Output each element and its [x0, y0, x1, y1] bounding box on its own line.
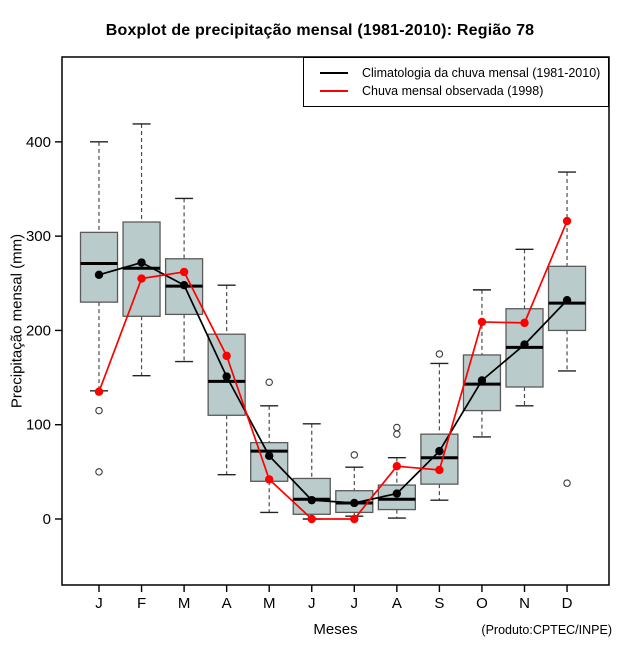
x-tick-label: J — [95, 595, 103, 612]
outlier-point — [266, 379, 272, 385]
outlier-point — [96, 469, 102, 475]
x-tick-label: M — [262, 595, 276, 612]
x-tick-label: F — [136, 595, 147, 612]
observed-point — [478, 318, 486, 326]
observed-point — [563, 217, 571, 225]
outlier-point — [394, 431, 400, 437]
y-tick-label: 0 — [42, 511, 51, 528]
climatology-point — [137, 258, 145, 266]
climatology-point — [308, 496, 316, 504]
outlier-point — [96, 407, 102, 413]
observed-point — [137, 274, 145, 282]
observed-point — [222, 352, 230, 360]
legend-entry-climatologia — [320, 67, 608, 80]
legend-line-black — [320, 72, 348, 74]
y-tick-label: 300 — [25, 228, 51, 246]
legend-label-observada: Chuva mensal observada (1998) — [362, 84, 544, 98]
observed-point — [265, 475, 273, 483]
chart-title: Boxplot de precipitação mensal (1981-2010): Região 78 — [105, 22, 535, 39]
climatology-point — [95, 271, 103, 279]
x-tick-label: A — [221, 595, 232, 612]
x-tick-label: D — [561, 595, 573, 612]
legend-line-red — [320, 90, 348, 92]
climatology-point — [563, 296, 571, 304]
y-axis-title: Precipitação mensal (mm) — [8, 233, 26, 409]
x-tick-label: O — [476, 595, 488, 612]
climatology-point — [350, 499, 358, 507]
x-tick-label: J — [350, 595, 359, 612]
climatology-point — [393, 489, 401, 497]
legend-entry-observada — [320, 85, 608, 98]
outlier-point — [394, 424, 400, 430]
x-tick-label: S — [434, 595, 445, 612]
x-tick-label: M — [177, 595, 191, 612]
outlier-point — [436, 351, 442, 357]
climatology-point — [520, 340, 528, 348]
observed-point — [95, 388, 103, 396]
x-tick-label: J — [308, 595, 316, 612]
observed-point — [435, 466, 443, 474]
outlier-point — [564, 480, 570, 486]
x-tick-label: A — [391, 595, 402, 612]
y-tick-label: 400 — [25, 133, 51, 151]
outlier-point — [351, 452, 357, 458]
observed-point — [308, 515, 316, 523]
box-iqr — [81, 232, 118, 302]
x-axis-title: Meses — [313, 621, 358, 638]
climatology-point — [222, 372, 230, 380]
climatology-point — [180, 281, 188, 289]
y-tick-label: 100 — [25, 416, 51, 434]
observed-point — [350, 515, 358, 523]
x-tick-label: N — [519, 595, 530, 612]
observed-point — [180, 268, 188, 276]
observed-point — [520, 319, 528, 327]
climatology-point — [478, 376, 486, 384]
climatology-point — [265, 452, 273, 460]
y-tick-label: 200 — [25, 322, 51, 340]
observed-point — [393, 462, 401, 470]
climatology-point — [435, 447, 443, 455]
legend-label-climatologia: Climatologia da chuva mensal (1981-2010) — [362, 65, 601, 80]
footer-note: (Produto:CPTEC/INPE) — [481, 623, 612, 637]
legend-box — [303, 57, 609, 107]
